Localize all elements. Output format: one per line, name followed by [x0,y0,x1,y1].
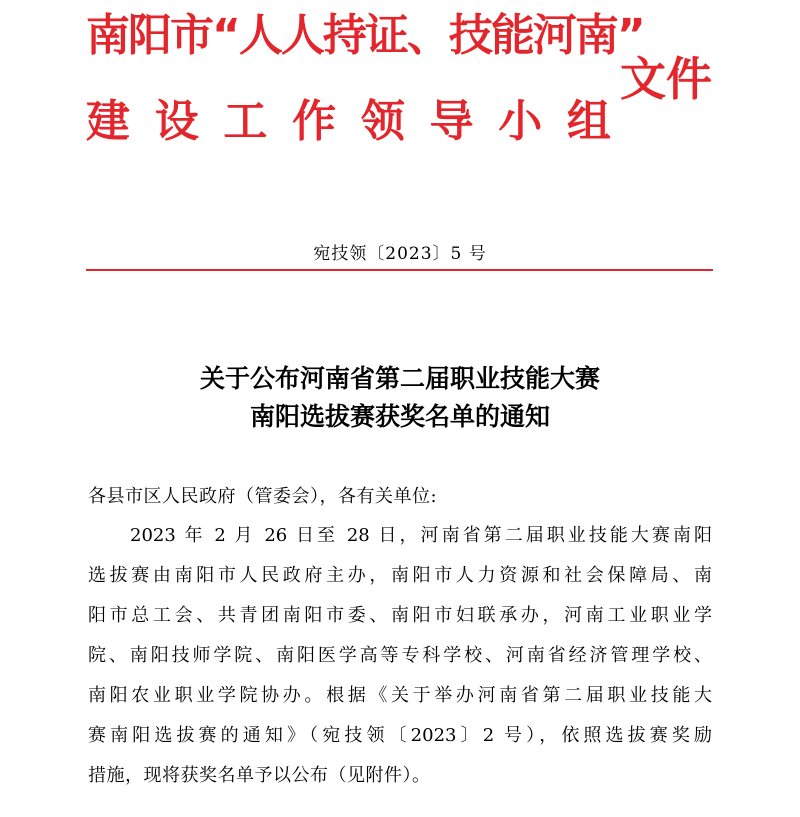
letterhead-char: 组 [566,96,611,147]
letterhead-char: 小 [498,96,543,147]
body-line: 措施，现将获奖名单予以公布（见附件）。 [88,765,431,786]
body-line: 赛南阳选拔赛的通知》（宛技领〔2023〕2 号），依照选拔赛奖励 [88,725,712,746]
letterhead-char: 领 [360,96,405,147]
letterhead-line-2 [86,92,611,152]
letterhead-char: 建 [86,96,130,147]
letterhead-char: 作 [292,96,337,147]
salutation: 各县市区人民政府（管委会），各有关单位: [88,486,438,507]
letterhead-char: 工 [223,96,268,147]
letterhead-line-1: 南阳市“人人持证、技能河南” [86,10,644,61]
body-line: 阳市总工会、共青团南阳市委、南阳市妇联承办，河南工业职业学 [88,605,712,626]
document-title-line-1: 关于公布河南省第二届职业技能大赛 [199,364,600,393]
letterhead-suffix: 文件 [620,52,712,106]
body-line: 院、南阳技师学院、南阳医学高等专科学校、河南省经济管理学校、 [88,645,712,666]
body-line: 南阳农业职业学院协办。根据《关于举办河南省第二届职业技能大 [88,685,712,706]
body-line: 2023 年 2 月 26 日至 28 日，河南省第二届职业技能大赛南阳 [130,525,712,546]
document-title-line-2: 南阳选拔赛获奖名单的通知 [249,402,550,431]
red-divider [86,269,713,271]
letterhead-char: 设 [154,96,199,147]
body-line: 选拔赛由南阳市人民政府主办，南阳市人力资源和社会保障局、南 [88,565,712,586]
letterhead-char: 导 [429,96,474,147]
document-number: 宛技领〔2023〕5 号 [313,244,487,264]
